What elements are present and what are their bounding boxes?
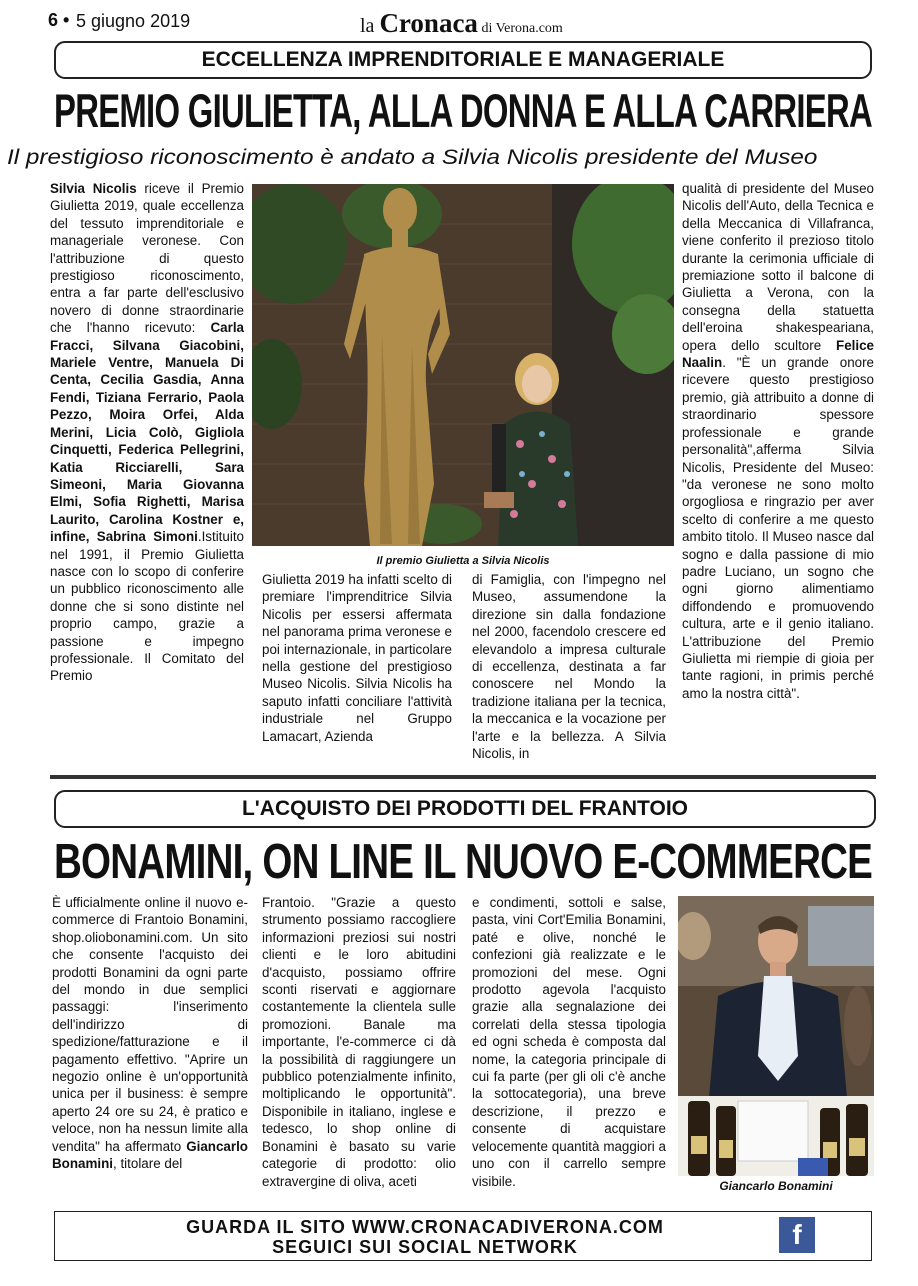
photo-caption: Il premio Giulietta a Silvia Nicolis: [376, 555, 550, 567]
photo-giulietta-statue: [252, 184, 674, 546]
article2-column-1: È ufficialmente online il nuovo e-commerce di Frantoio Bonamini, shop.oliobonamini.com. Un sito che consente l'acquisto dei prodotti Bonamini da ogni parte del mondo in due semplici passaggi: l'inserimento dell'indirizzo di spedizione/fatturazione e il pagamento effettivo. "Aprire un negozio online è un'opportunità unica per il business: è sempre aperto 24 ore su 24, è pratico e veloce, non ha nessun limite alla vendita" ha affermato Giancarlo Bonamini, titolare del: [52, 895, 248, 1172]
headline: PREMIO GIULIETTA, ALLA DONNA E ALLA CARRIERA: [54, 84, 872, 137]
article1-column-1: Silvia Nicolis riceve il Premio Giulietta 2019, quale eccellenza del tessuto imprenditoriale e manageriale veronese. Con l'attribuzione di questo prestigioso riconoscimento, entra a far parte dell'esclusivo novero di donne straordinarie che l'hanno ricevuto: Carla Fracci, Silvana Giacobini, Mariele Ventre, Manuela Di Centa, Cecilia Gasdia, Anna Fendi, Tiziana Ferrario, Paola Pezzo, Moira Orfei, Alda Merini, Licia Colò, Gigliola Cinquetti, Federica Pellegrini, Katia Ricciarelli, Sara Simeoni, Maria Giovanna Elmi, Sofia Righetti, Marisa Laurito, Carolina Kostner e, infine, Sabrina Simoni.Istituito nel 1991, il Premio Giulietta nasce con lo scopo di conferire un pubblico riconoscimento alle donne che si sono distinte nel proprio campo, grazie a passione e impegno professionale. Il Comitato del Premio: [50, 181, 244, 684]
section-label: ECCELLENZA IMPRENDITORIALE E MANAGERIALE: [54, 41, 872, 79]
article2-column-3: e condimenti, sottoli e salse, pasta, vini Cort'Emilia Bonamini, paté e olive, nonché le confezioni già realizzate e le promozioni del mese. Ogni prodotto agevola l'acquisto grazie alla segnalazione dei correlati della stessa tipologia ed ogni scheda è composta dal nome, la categoria principale di cui fa parte (per gli oli c'è anche la sottocategoria), una breve descrizione, il prezzo e consente di acquistare velocemente quantità maggiori a uno con il carrello sempre visibile.: [472, 895, 666, 1189]
page-number: 6 •: [48, 10, 70, 30]
footer-line-1: GUARDA IL SITO WWW.CRONACADIVERONA.COM: [186, 1217, 664, 1237]
article1-column-3: di Famiglia, con l'impegno nel Museo, assumendone la direzione sin dalla fondazione nel 2000, facendolo crescere ed elevandolo a impresa culturale di eccellenza, destinata a far conoscere nel Mondo la tradizione italiana per la tecnica, la meccanica e la vocazione per l'arte e la bellezza. A Silvia Nicolis, in: [472, 572, 666, 762]
footer-line-2: SEGUICI SUI SOCIAL NETWORK: [272, 1237, 578, 1257]
section-divider: [50, 775, 876, 779]
facebook-icon[interactable]: f: [779, 1217, 815, 1253]
article2-column-2: Frantoio. "Grazie a questo strumento possiamo raccogliere informazioni preziosi sui nostri clienti e le loro abitudini d'acquisto, possiamo offrire sconti riservati e aggiornare costantemente la clientela sulle promozioni. Banale ma importante, l'e-commerce ci dà la possibilità di raggiungere un pubblico potenzialmente infinito, moltiplicando le opportunità". Disponibile in italiano, inglese e tedesco, lo shop online di Bonamini è basato su varie categorie di prodotto: olio extravergine di oliva, aceti: [262, 895, 456, 1189]
article1-column-4: qualità di presidente del Museo Nicolis dell'Auto, della Tecnica e della Meccanica di Villafranca, viene conferito il prezioso titolo durante la cerimonia ufficiale di premiazione sotto il balcone di Giulietta a Verona, con la consegna della statuetta dell'eroina shakespeariana, opera dello scultore Felice Naalin. "È un grande onore ricevere questo prestigioso premio, già attribuito a donne di straordinario spessore professionale e grande personalità",afferma Silvia Nicolis, Presidente del Museo: "da veronese ne sono molto orgogliosa e ringrazio per aver scelto di conferire a me questo ambito titolo. Il Museo nasce dal sogno e dalla passione di mio padre Luciano, un sogno che ogni giorno alimentiamo diffondendo e promuovendo cultura, arte e il genio italiano. L'attribuzione del Premio Giulietta mi riempie di gioia per tante ragioni, in primis perché amo la nostra città".: [682, 181, 874, 701]
masthead-logo: la Cronaca di Verona.com: [360, 8, 563, 38]
article1-column-2: Giulietta 2019 ha infatti scelto di premiare l'imprenditrice Silvia Nicolis per essersi affermata nel panorama prima veronese e poi internazionale, in particolare nella gestione del prestigioso Museo Nicolis. Silvia Nicolis ha saputo infatti conciliare l'attività industriale nel Gruppo Lamacart, Azienda: [262, 572, 452, 744]
photo-caption-2: Giancarlo Bonamini: [719, 1179, 833, 1193]
photo-giancarlo-bonamini: [678, 896, 874, 1176]
page-date: 5 giugno 2019: [76, 11, 191, 31]
page-header: [48, 8, 872, 38]
footer-banner: [54, 1211, 872, 1261]
headline-2: BONAMINI, ON LINE IL NUOVO E-COMMERCE: [54, 835, 873, 889]
subheadline: Il prestigioso riconoscimento è andato a Silvia Nicolis presidente del Museo: [6, 146, 818, 169]
section-label-2: L'ACQUISTO DEI PRODOTTI DEL FRANTOIO: [54, 790, 876, 828]
